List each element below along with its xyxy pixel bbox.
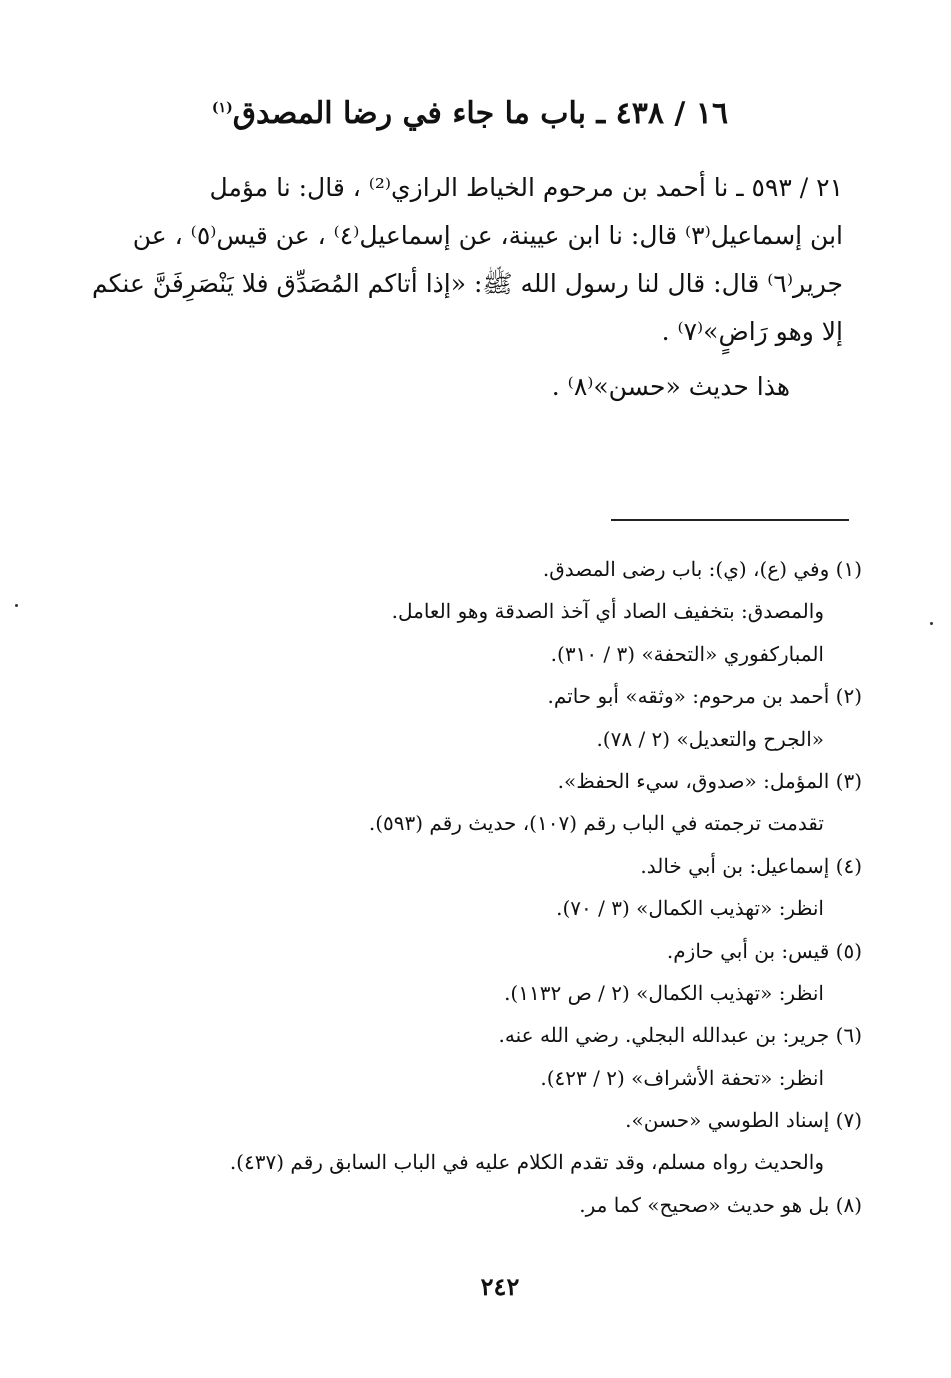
footnote-line: انظر: «تحفة الأشراف» (٢ / ٤٢٣). — [540, 1065, 824, 1090]
hadith-line: جرير⁽٦⁾ قال: قال لنا رسول الله ﷺ: «إذا أتاكم المُصَدِّق فلا يَنْصَرِفَنَّ عنكم — [91, 269, 843, 298]
footnote-line: (٢) أحمد بن مرحوم: «وثقه» أبو حاتم. — [547, 684, 862, 709]
footnote-line: والمصدق: بتخفيف الصاد أي آخذ الصدقة وهو العامل. — [391, 599, 824, 624]
chapter-heading-footnote-ref: (١) — [211, 100, 233, 116]
footnote-line: (٣) المؤمل: «صدوق، سيء الحفظ». — [557, 768, 862, 793]
chapter-heading — [200, 92, 740, 136]
footnotes — [200, 548, 862, 1226]
footnote-line: والحديث رواه مسلم، وقد تقدم الكلام عليه في الباب السابق رقم (٤٣٧). — [229, 1150, 824, 1175]
footnote-line: (٥) قيس: بن أبي حازم. — [666, 938, 862, 963]
hadith-line: إلا وهو رَاضٍ»⁽٧⁾ . — [661, 317, 843, 346]
chapter-heading-text: ١٦ / ٤٣٨ ـ باب ما جاء في رضا المصدق — [232, 96, 729, 131]
scan-speck — [15, 604, 18, 607]
footnote-separator — [611, 519, 849, 521]
footnote-line: (٤) إسماعيل: بن أبي خالد. — [640, 853, 862, 878]
hadith-grading: هذا حديث «حسن»⁽٨⁾ . — [551, 372, 790, 401]
page-number: ٢٤٢ — [480, 1272, 520, 1301]
footnote-line: المباركفوري «التحفة» (٣ / ٣١٠). — [550, 641, 824, 666]
footnote-line: «الجرح والتعديل» (٢ / ٧٨). — [596, 726, 824, 751]
scan-speck — [930, 622, 933, 625]
hadith-text — [91, 164, 843, 356]
hadith-line: ٢١ / ٥٩٣ ـ نا أحمد بن مرحوم الخياط الرازي⁽²⁾ ، قال: نا مؤمل — [209, 173, 843, 202]
footnote-line: انظر: «تهذيب الكمال» (٢ / ص ١١٣٢). — [504, 980, 824, 1005]
footnote-line: (٦) جرير: بن عبدالله البجلي. رضي الله عنه. — [498, 1023, 862, 1048]
footnote-line: (٨) بل هو حديث «صحيح» كما مر. — [579, 1192, 862, 1217]
footnote-line: تقدمت ترجمته في الباب رقم (١٠٧)، حديث رقم (٥٩٣). — [368, 811, 824, 836]
footnote-line: (١) وفي (ع)، (ي): باب رضى المصدق. — [542, 557, 862, 581]
footnote-line: (٧) إسناد الطوسي «حسن». — [625, 1108, 862, 1133]
footnote-line: انظر: «تهذيب الكمال» (٣ / ٧٠). — [556, 896, 824, 921]
hadith-line: ابن إسماعيل⁽٣⁾ قال: نا ابن عيينة، عن إسماعيل⁽٤⁾ ، عن قيس⁽٥⁾ ، عن — [132, 221, 843, 250]
